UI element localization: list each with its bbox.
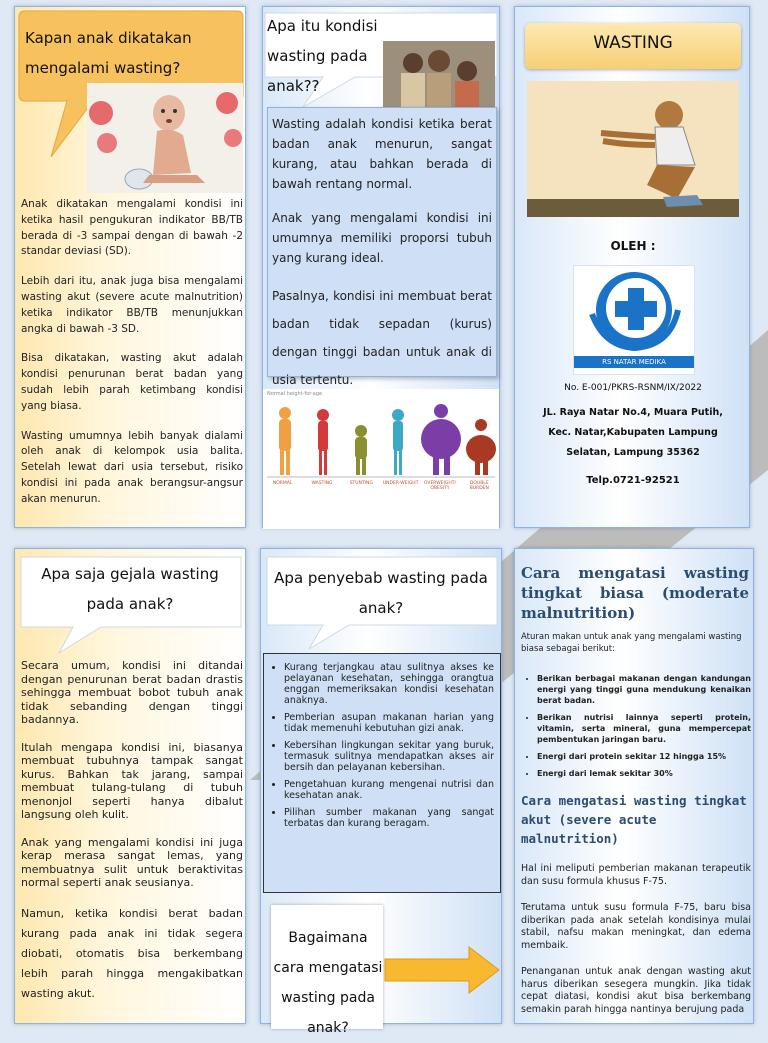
children-photo xyxy=(383,41,495,111)
cause-item: • Pemberian asupan makanan harian yang tidak memenuhi kebutuhan gizi anak. xyxy=(284,712,494,734)
hospital-logo xyxy=(573,265,695,375)
panel6-paragraph: Hal ini meliputi pemberian makanan terapeutik dan susu formula khusus F-75. xyxy=(521,863,751,887)
panel1-paragraph: Lebih dari itu, anak juga bisa mengalami wasting akut (severe acute malnutrition) ketika indikator BB/TB menunjukkan angka di bawah -3 SD. xyxy=(21,275,243,335)
panel5-title: Apa penyebab wasting pada anak? xyxy=(274,569,488,617)
figure-caption: Normal height-for-age xyxy=(267,391,323,397)
panel6-paragraph: Penanganan untuk anak dengan wasting akut harus diberikan sesegera mungkin. Jika tidak cepat diatasi, kondisi akut bisa berkembang semakin parah hingga nantinya berujung pada xyxy=(521,966,751,1015)
body-type-label: OVERWEIGHT/ OBESITY xyxy=(423,481,457,491)
panel2-paragraph: Pasalnya, kondisi ini membuat berat badan tidak sepadan (kurus) dengan tinggi badan untuk anak di usia tertentu. xyxy=(272,289,492,387)
address xyxy=(515,403,751,463)
body-type-figures xyxy=(263,399,499,479)
hospital-logo-text: RS NATAR MEDIKA xyxy=(574,356,694,368)
panel5-causes-box xyxy=(263,653,501,893)
panel2-paragraph: Wasting adalah kondisi ketika berat badan anak menurun, sangat kurang, atau bahkan berada di bawah rentang normal. xyxy=(272,117,492,191)
panel1-title: Kapan anak dikatakan mengalami wasting? xyxy=(25,29,192,77)
cover-title: WASTING xyxy=(593,33,673,53)
tip-item: • Berikan berbagai makanan dengan kandungan energi yang tinggi guna mendukung kenaikan berat badan. xyxy=(537,673,751,706)
cause-item: • Pilihan sumber makanan yang sangat terbatas dan kurang beragam. xyxy=(284,807,494,829)
panel6-paragraph: Terutama untuk susu formula F-75, baru bisa diberikan pada anak setelah kondisinya mulai stabil, nafsu makan meningkat, dan edema membaik. xyxy=(521,902,751,951)
panel2-paragraph: Anak yang mengalami kondisi ini umumnya memiliki proporsi tubuh yang kurang ideal. xyxy=(272,211,492,265)
tip-item: • Energi dari lemak sekitar 30% xyxy=(537,768,751,779)
panel-what-is-wasting xyxy=(262,6,500,528)
panel6-title: Cara mengatasi wasting tingkat biasa (moderate malnutrition) xyxy=(521,564,749,622)
panel4-title: Apa saja gejala wasting pada anak? xyxy=(41,565,219,613)
panel6-intro: Aturan makan untuk anak yang mengalami wasting biasa sebagai berikut: xyxy=(521,632,742,654)
panel6-moderate-tips xyxy=(521,673,751,785)
panel-when-wasting xyxy=(14,6,246,528)
panel-cover xyxy=(514,6,750,528)
begging-child-illustration xyxy=(527,81,739,217)
panel2-textbox xyxy=(267,107,497,387)
address-line: Selatan, Lampung 35362 xyxy=(566,447,700,458)
medical-cross-logo-icon xyxy=(574,266,694,356)
address-line: JL. Raya Natar No.4, Muara Putih, xyxy=(543,407,723,418)
malnourished-child-illustration xyxy=(87,83,243,193)
cause-item: • Pengetahuan kurang mengenai nutrisi dan kesehatan anak. xyxy=(284,779,494,801)
panel4-paragraph: Anak yang mengalami kondisi ini juga kerap merasa sangat lemas, yang membuatnya sulit untuk beraktivitas normal seperti anak seusianya. xyxy=(21,835,243,889)
causes-list xyxy=(268,662,494,829)
arrow-right-icon xyxy=(385,945,501,995)
cause-item: • Kebersihan lingkungan sekitar yang buruk, termasuk sulitnya mendapatkan akses air bersih dan pelayanan kebersihan. xyxy=(284,740,494,773)
body-type-label: NORMAL xyxy=(272,481,293,486)
phone: Telp.0721-92521 xyxy=(586,475,680,486)
body-type-label: UNDER-WEIGHT xyxy=(382,481,419,486)
panel1-paragraph: Bisa dikatakan, wasting akut adalah kondisi penurunan berat badan yang sudah lebih parah ketimbang kondisi yang biasa. xyxy=(21,352,243,412)
panel2-title: Apa itu kondisi wasting pada anak?? xyxy=(267,17,378,95)
tip-item: • Energi dari protein sekitar 12 hingga 15% xyxy=(537,751,751,762)
panel1-paragraph: Wasting umumnya lebih banyak dialami oleh anak di kelompok usia balita. Setelah lewat dari usia tersebut, risiko kondisi ini pada anak berangsur-angsur akan menurun. xyxy=(21,429,243,505)
document-number: No. E-001/PKRS-RSNM/IX/2022 xyxy=(564,383,702,393)
body-type-label: WASTING xyxy=(311,481,333,486)
callout-text: Bagaimana cara mengatasi wasting pada anak? xyxy=(273,930,383,1036)
panel4-body xyxy=(21,659,243,1018)
cause-item: • Kurang terjangkau atau sulitnya akses ke pelayanan kesehatan, sehingga orangtua enggan memeriksakan kondisi kesehatan anaknya. xyxy=(284,662,494,706)
panel-symptoms xyxy=(14,548,246,1024)
by-label: OLEH : xyxy=(610,239,656,253)
panel4-paragraph: Secara umum, kondisi ini ditandai dengan penurunan berat badan drastis sehingga membuat bobot tubuh anak tidak sebanding dengan tinggi badannya. xyxy=(21,659,243,726)
body-type-label: STUNTING xyxy=(349,481,373,486)
body-type-label: DOUBLE BURDEN xyxy=(469,481,489,491)
body-types-figure xyxy=(263,389,499,529)
panel4-paragraph: Itulah mengapa kondisi ini, biasanya membuat tubuhnya tampak sangat kurus. Bahkan tak jarang, sampai membuat tulang-tulang di tubuh menonjol seperti hanya dibalut langsung oleh kulit. xyxy=(21,740,243,821)
address-line: Kec. Natar,Kabupaten Lampung xyxy=(548,427,718,438)
panel1-paragraph: Anak dikatakan mengalami kondisi ini ketika hasil pengukuran indikator BB/TB berada di -3 sampai dengan di bawah -2 standar deviasi (SD). xyxy=(21,198,243,258)
panel-causes xyxy=(260,548,502,1036)
body-type-label-row xyxy=(263,481,499,491)
panel6-acute-body xyxy=(521,863,751,1030)
moderate-tips-list xyxy=(521,673,751,779)
panel-treatment xyxy=(514,548,754,1024)
tip-item: • Berikan nutrisi lainnya seperti protein, vitamin, serta mineral, guna mempercepat pembentukan jaringan baru. xyxy=(537,712,751,745)
panel4-paragraph: Namun, ketika kondisi berat badan kurang pada anak ini tidak segera diobati, otomatis bisa berkembang lebih parah hingga mengakibatkan wasting akut. xyxy=(21,906,243,1000)
panel6-title-acute: Cara mengatasi wasting tingkat akut (severe acute malnutrition) xyxy=(521,793,747,846)
panel1-body xyxy=(21,197,243,522)
